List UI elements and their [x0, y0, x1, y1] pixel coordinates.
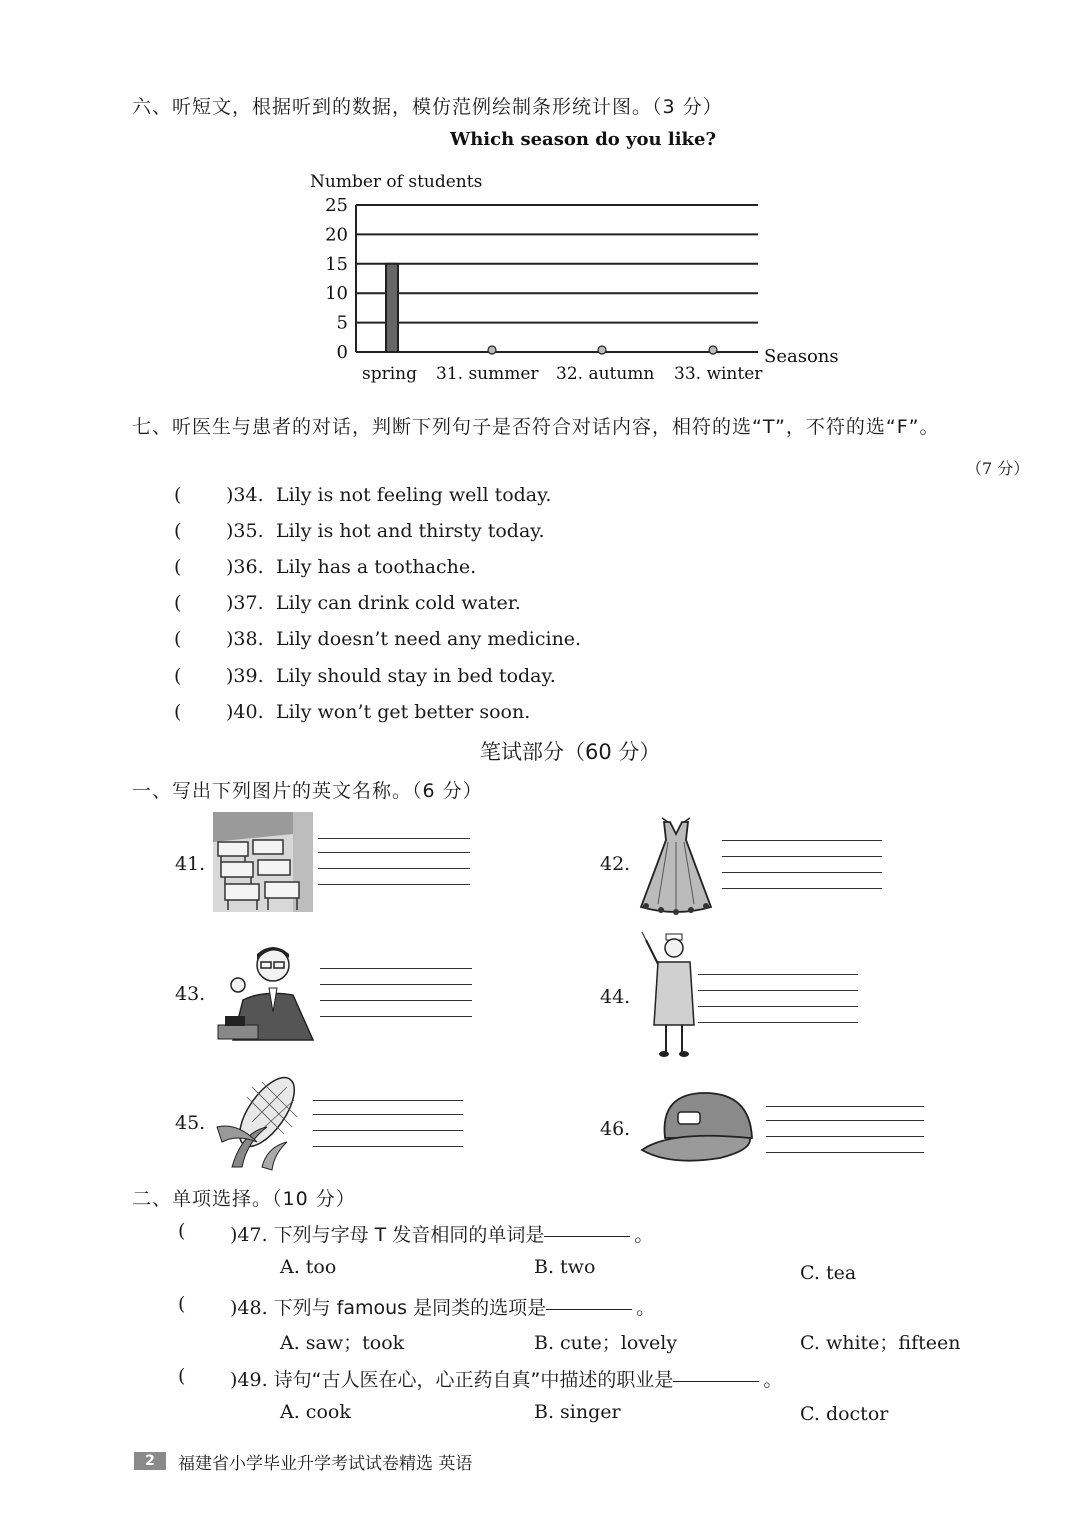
- answer-lines-45[interactable]: [313, 1100, 463, 1148]
- chart-x-axis-label: Seasons: [764, 346, 839, 367]
- page-number-badge: 2: [134, 1452, 166, 1470]
- chart-y-axis-label: Number of students: [310, 172, 483, 192]
- option-b[interactable]: B. cute；lovely: [534, 1332, 678, 1354]
- answer-paren[interactable]: (: [174, 484, 182, 506]
- scientist-icon: [213, 940, 318, 1045]
- section-7-title: 七、听医生与患者的对话，判断下列句子是否符合对话内容，相符的选“T”，不符的选“F”。: [132, 416, 940, 438]
- dress-icon: [636, 812, 716, 917]
- option-c[interactable]: C. doctor: [800, 1403, 889, 1425]
- tf-question-text: Lily can drink cold water.: [276, 592, 521, 614]
- option-a[interactable]: A. saw；took: [280, 1332, 405, 1354]
- section-7-score: （7 分）: [966, 459, 1030, 478]
- choice-question-end: 。: [636, 1297, 656, 1319]
- answer-paren[interactable]: (: [178, 1220, 186, 1242]
- choice-question-text: 诗句“古人医在心，心正药自真”中描述的职业是: [273, 1369, 674, 1391]
- chart-empty-marker: [598, 346, 606, 354]
- answer-paren[interactable]: (: [174, 665, 182, 687]
- answer-lines-43[interactable]: [320, 968, 472, 1018]
- answer-paren[interactable]: (: [174, 556, 182, 578]
- tf-question-text: Lily has a toothache.: [276, 556, 477, 578]
- corn-icon: [212, 1072, 307, 1172]
- chart-y-tick-label: 25: [325, 195, 348, 216]
- tf-question-number: )36.: [226, 556, 264, 578]
- choice-question-stem: [230, 1365, 782, 1392]
- tf-question-number: )40.: [226, 701, 264, 723]
- fill-blank[interactable]: [544, 1235, 630, 1237]
- tf-question-number: )35.: [226, 520, 264, 542]
- written-part-title: 笔试部分（60 分）: [480, 740, 661, 764]
- option-a[interactable]: A. cook: [280, 1401, 351, 1423]
- answer-lines-42[interactable]: [722, 840, 882, 890]
- choice-question-stem: [230, 1220, 653, 1247]
- choice-question-number: )48.: [230, 1297, 268, 1319]
- option-b[interactable]: B. two: [534, 1256, 596, 1278]
- section-6-title: 六、听短文，根据听到的数据，模仿范例绘制条形统计图。（3 分）: [132, 96, 723, 118]
- chart-y-tick-label: 0: [336, 342, 348, 363]
- item-44-number: 44.: [600, 986, 631, 1008]
- choice-question-number: )47.: [230, 1224, 268, 1246]
- option-c[interactable]: C. white；fifteen: [800, 1332, 961, 1354]
- chart-y-tick-label: 10: [325, 283, 348, 305]
- chart-empty-marker: [709, 346, 717, 354]
- answer-lines-46[interactable]: [766, 1106, 924, 1154]
- chart-empty-marker: [488, 346, 496, 354]
- chart-x-tick-label: spring: [362, 364, 418, 384]
- tf-question-number: )38.: [226, 628, 264, 650]
- chart-title: Which season do you like?: [450, 129, 717, 150]
- classroom-desks-icon: [213, 812, 313, 912]
- bar-chart-svg: [290, 125, 860, 390]
- tf-question-text: Lily is hot and thirsty today.: [276, 520, 545, 542]
- chart-y-tick-label: 15: [325, 253, 348, 275]
- item-43-number: 43.: [175, 983, 206, 1005]
- tf-question-number: )39.: [226, 665, 264, 687]
- chart-x-tick-label: 33. winter: [674, 364, 763, 384]
- option-b[interactable]: B. singer: [534, 1401, 621, 1423]
- item-42-number: 42.: [600, 853, 631, 875]
- tf-question-number: )34.: [226, 484, 264, 506]
- answer-paren[interactable]: (: [178, 1293, 186, 1315]
- tf-question-text: Lily doesn’t need any medicine.: [276, 628, 582, 650]
- choice-question-end: 。: [634, 1224, 654, 1246]
- bar-chart: [290, 125, 860, 390]
- footer-text: 福建省小学毕业升学考试试卷精选 英语: [178, 1454, 473, 1474]
- part-1-title: 一、写出下列图片的英文名称。（6 分）: [132, 780, 483, 802]
- fill-blank[interactable]: [673, 1380, 759, 1382]
- nurse-icon: [638, 930, 698, 1060]
- option-c[interactable]: C. tea: [800, 1262, 857, 1284]
- chart-y-tick-label: 20: [325, 224, 348, 246]
- answer-paren[interactable]: (: [178, 1365, 186, 1387]
- choice-question-stem: [230, 1293, 655, 1320]
- tf-question-text: Lily is not feeling well today.: [276, 484, 552, 506]
- choice-question-end: 。: [763, 1369, 783, 1391]
- answer-paren[interactable]: (: [174, 701, 182, 723]
- option-a[interactable]: A. too: [280, 1256, 337, 1278]
- answer-paren[interactable]: (: [174, 520, 182, 542]
- chart-x-tick-label: 31. summer: [436, 364, 539, 384]
- chart-bar: [386, 264, 398, 352]
- item-41-number: 41.: [175, 853, 206, 875]
- tf-question-text: Lily should stay in bed today.: [276, 665, 556, 687]
- answer-lines-41[interactable]: [318, 838, 470, 888]
- tf-question-number: )37.: [226, 592, 264, 614]
- answer-lines-44[interactable]: [698, 974, 858, 1024]
- item-45-number: 45.: [175, 1112, 206, 1134]
- answer-paren[interactable]: (: [174, 592, 182, 614]
- part-2-title: 二、单项选择。（10 分）: [132, 1188, 356, 1210]
- item-46-number: 46.: [600, 1118, 631, 1140]
- choice-question-text: 下列与 famous 是同类的选项是: [273, 1297, 547, 1319]
- chart-y-tick-label: 5: [336, 312, 348, 334]
- choice-question-text: 下列与字母 T 发音相同的单词是: [273, 1224, 545, 1246]
- choice-question-number: )49.: [230, 1369, 268, 1391]
- tf-question-text: Lily won’t get better soon.: [276, 701, 531, 723]
- fill-blank[interactable]: [546, 1308, 632, 1310]
- answer-paren[interactable]: (: [174, 628, 182, 650]
- chart-x-tick-label: 32. autumn: [556, 364, 655, 384]
- cap-icon: [640, 1088, 762, 1166]
